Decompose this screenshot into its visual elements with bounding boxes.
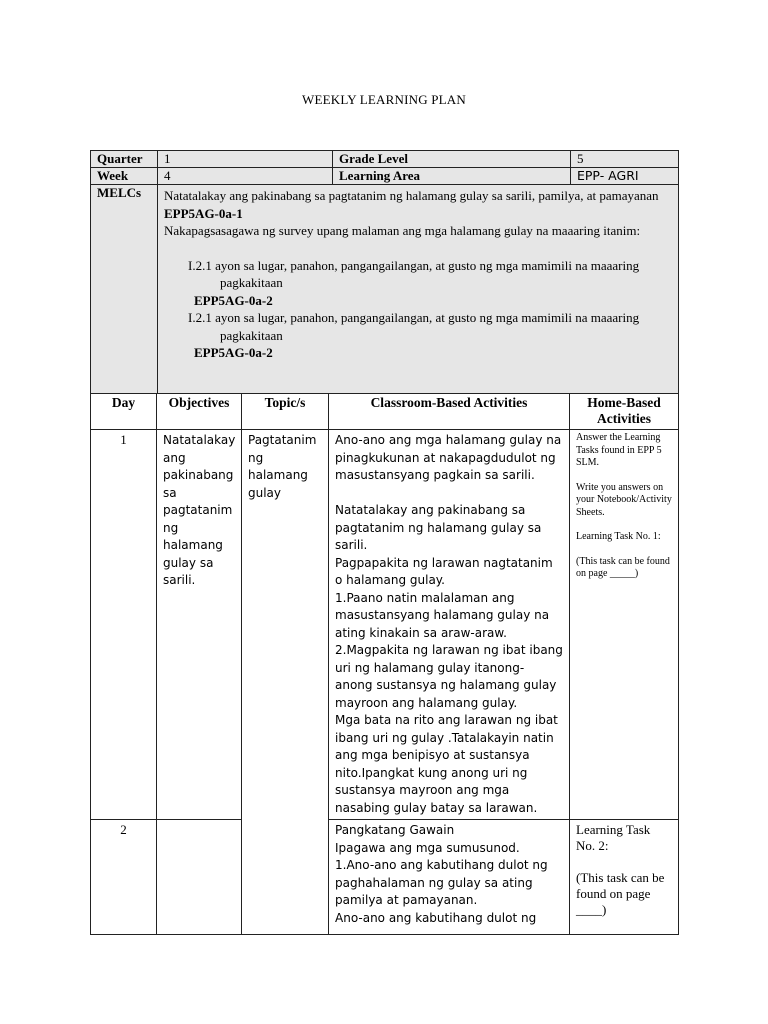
objectives-cell: Natatalakay ang pakinabang sa pagtatanim ng halamang gulay sa sarili. bbox=[157, 430, 242, 820]
activity-text: Pagpapakita ng larawan nagtatanim o halamang gulay. bbox=[335, 555, 553, 587]
home-activities-cell bbox=[570, 820, 679, 935]
home-text: (This task can be found on page ____) bbox=[576, 870, 665, 917]
activity-text: Ipagawa ang mga sumusunod. bbox=[335, 840, 520, 855]
melc-item-1: I.2.1 ayon sa lugar, panahon, pangangailangan, at gusto ng mga mamimili na maaaring bbox=[188, 257, 640, 273]
week-row bbox=[91, 168, 679, 185]
col-day: Day bbox=[91, 394, 157, 430]
table-row bbox=[91, 430, 679, 820]
col-topics: Topic/s bbox=[242, 394, 329, 430]
melc-text-2: Nakapagsasagawa ng survey upang malaman ang mga halamang gulay na maaaring itanim: bbox=[164, 223, 641, 238]
activity-text: Ano-ano ang kabutihang dulot ng bbox=[335, 910, 537, 925]
day-cell: 2 bbox=[91, 820, 157, 935]
melc-code-1: EPP5AG-0a-1 bbox=[164, 205, 243, 221]
quarter-row bbox=[91, 151, 679, 168]
melc-item-2: I.2.1 ayon sa lugar, panahon, pangangailangan, at gusto ng mga mamimili na maaaring bbox=[188, 310, 640, 325]
document-title: WEEKLY LEARNING PLAN bbox=[302, 92, 466, 107]
home-text: Learning Task No. 2: bbox=[576, 822, 651, 853]
melc-text-1: Natatalakay ang pakinabang sa pagtatanim ng halamang gulay sa sarili, pamilya, at pamayanan bbox=[164, 188, 659, 203]
home-text: Answer the Learning Tasks found in EPP 5 SLM. bbox=[576, 432, 662, 468]
activity-text: Mga bata na rito ang larawan ng ibat ibang uri ng gulay .Tatalakayin natin ang mga benipisyo at sustansya nito.Ipangkat kung anong uri ng sustansya mayroon ang mga nasabing gulay batay sa larawan. bbox=[335, 713, 558, 815]
home-text: Write you answers on your Notebook/Activity Sheets. bbox=[576, 481, 672, 518]
melc-code-2: EPP5AG-0a-2 bbox=[194, 292, 273, 308]
activity-text: 1.Paano natin malalaman ang masustansyang halamang gulay na ating kinakain sa araw-araw. bbox=[335, 590, 550, 640]
classroom-activities-cell bbox=[329, 430, 570, 820]
activity-text: Natatalakay ang pakinabang sa pagtatanim ng halamang gulay sa sarili. bbox=[335, 503, 542, 552]
melcs-label: MELCs bbox=[91, 185, 158, 394]
melcs-row bbox=[91, 185, 679, 394]
table-row bbox=[91, 820, 679, 935]
grade-value: 5 bbox=[571, 151, 679, 168]
melc-item-2-cont: pagkakitaan bbox=[220, 327, 283, 343]
col-home: Home-Based Activities bbox=[570, 394, 679, 430]
home-text: (This task can be found on page _____) bbox=[576, 555, 670, 579]
col-classroom: Classroom-Based Activities bbox=[329, 394, 570, 430]
melc-item-1-cont: pagkakitaan bbox=[220, 275, 283, 290]
col-objectives: Objectives bbox=[157, 394, 242, 430]
activity-text: Ano-ano ang mga halamang gulay na pinagkukunan at nakapagdudulot ng masustansyang pagkain sa sarili. bbox=[335, 433, 562, 482]
header-table bbox=[90, 150, 679, 394]
activity-text: Pangkatang Gawain bbox=[335, 823, 455, 837]
grade-label: Grade Level bbox=[333, 151, 571, 168]
column-header-row bbox=[91, 394, 679, 430]
day-cell: 1 bbox=[91, 430, 157, 820]
melc-code-3: EPP5AG-0a-2 bbox=[194, 345, 273, 360]
activities-table bbox=[90, 393, 679, 935]
melcs-content bbox=[158, 185, 679, 394]
area-label: Learning Area bbox=[333, 168, 571, 185]
activity-text: 1.Ano-ano ang kabutihang dulot ng paghahalaman ng gulay sa ating pamilya at pamayanan. bbox=[335, 858, 548, 907]
area-value: EPP- AGRI bbox=[571, 168, 679, 185]
activity-text: 2.Magpakita ng larawan ng ibat ibang uri ng halamang gulay itanong- anong sustansya ng halamang gulay mayroon ang halamang gulay. bbox=[335, 643, 563, 710]
week-value: 4 bbox=[158, 168, 333, 185]
home-activities-cell bbox=[570, 430, 679, 820]
topic-cell: Pagtatanim ng halamang gulay bbox=[242, 430, 329, 935]
classroom-activities-cell bbox=[329, 820, 570, 935]
quarter-value: 1 bbox=[158, 151, 333, 168]
objectives-cell bbox=[157, 820, 242, 935]
week-label: Week bbox=[91, 168, 158, 185]
quarter-label: Quarter bbox=[91, 151, 158, 168]
home-text: Learning Task No. 1: bbox=[576, 531, 661, 542]
